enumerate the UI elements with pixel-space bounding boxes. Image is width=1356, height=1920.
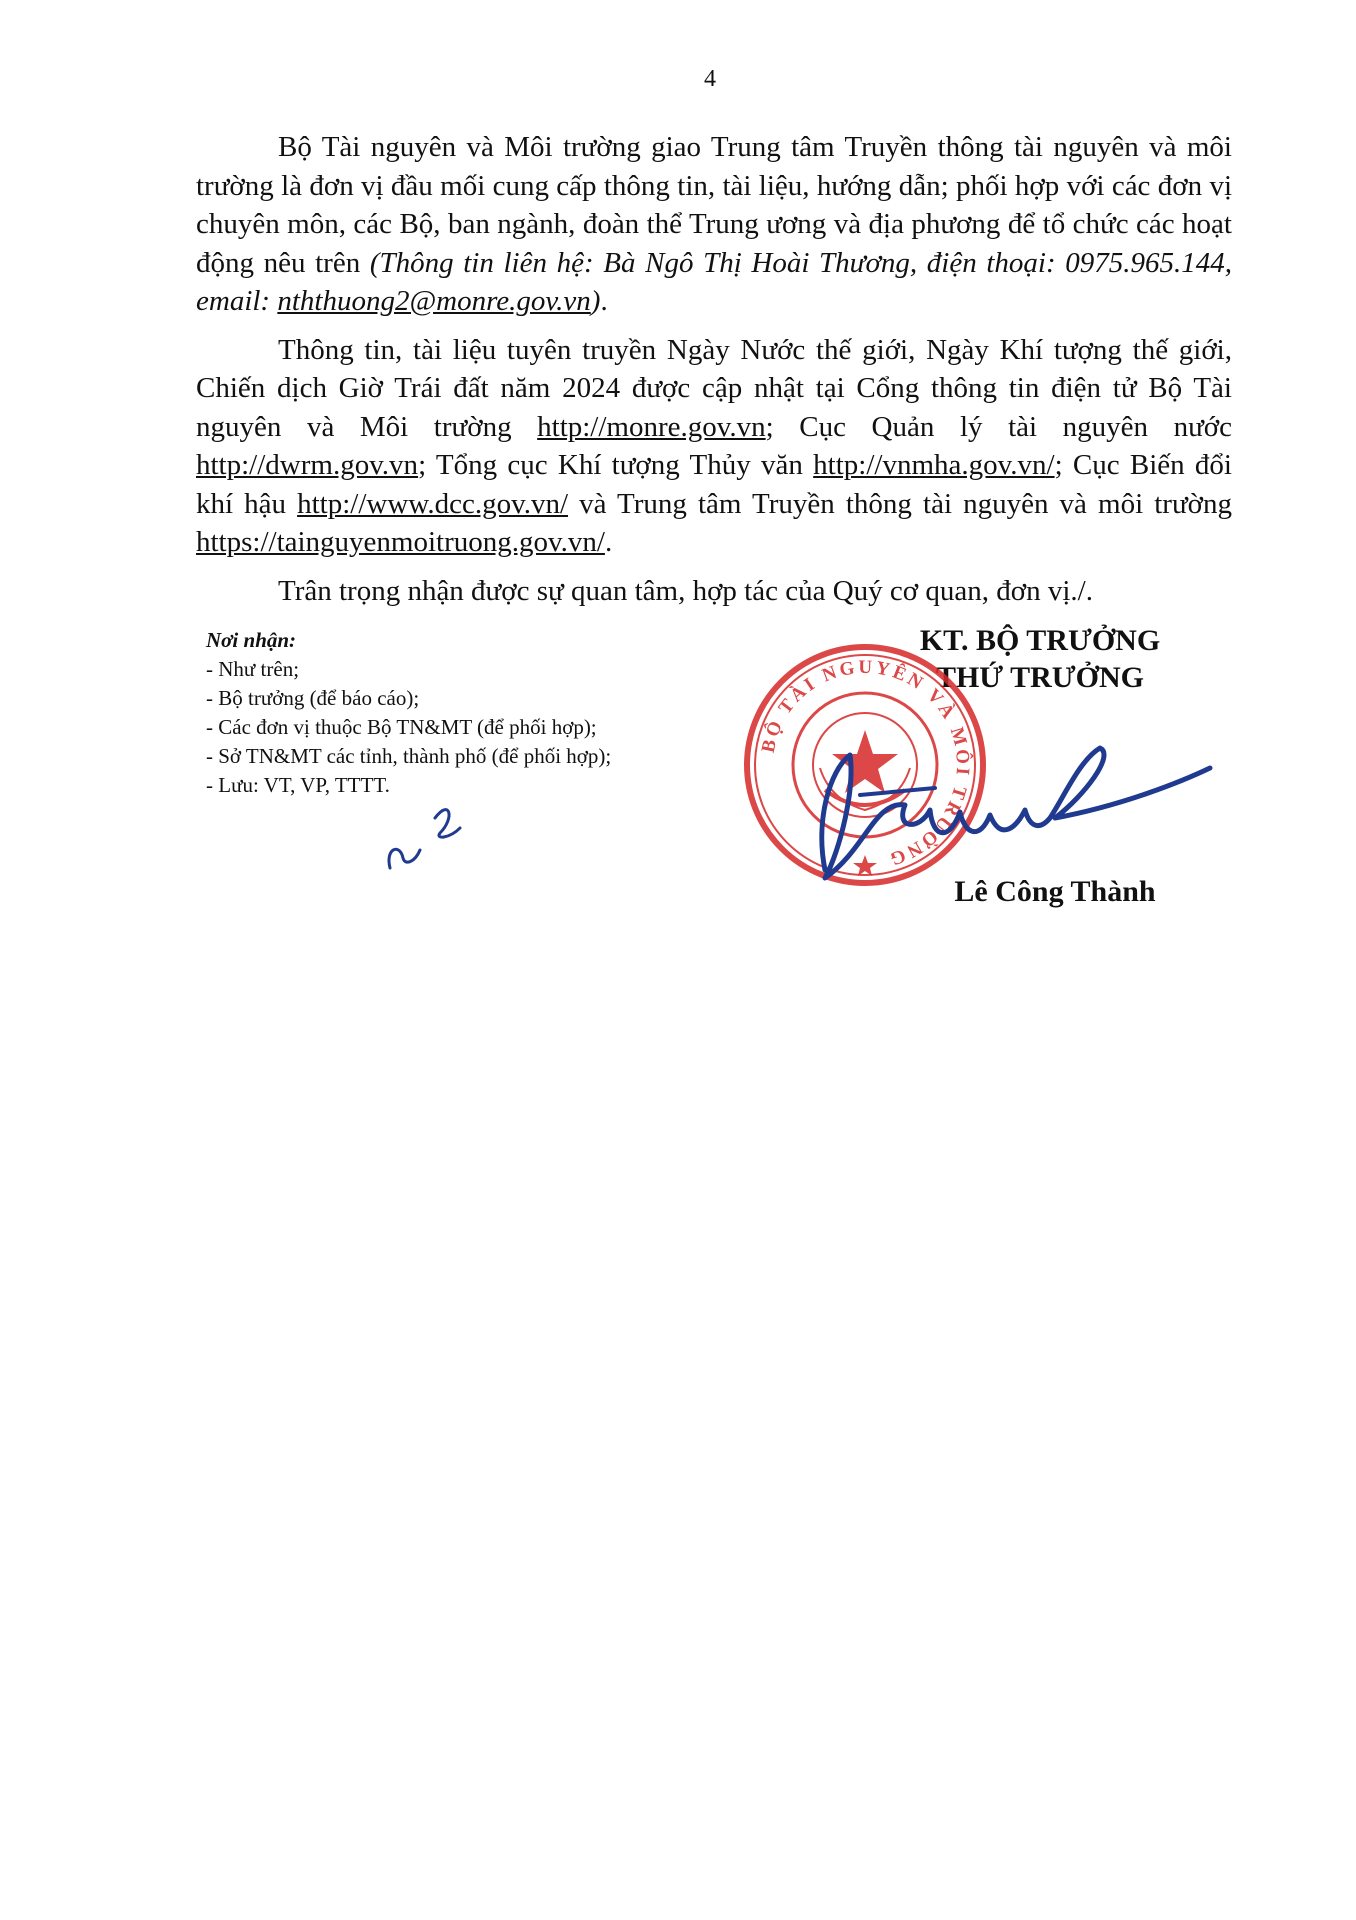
recipients-heading: Nơi nhận: [206,628,297,652]
paragraph-text: ; Tổng cục Khí tượng Thủy văn [418,449,814,481]
recipients-list [206,626,611,800]
vnmha-link[interactable]: http://vnmha.gov.vn/ [813,449,1055,481]
paragraph-end: . [600,285,608,317]
dcc-link[interactable]: http://www.dcc.gov.vn/ [297,487,569,520]
signatory-title-line1: KT. BỘ TRƯỞNG [919,624,1161,657]
paragraph-text: Thông tin, tài liệu tuyên truyền Ngày Nước thế giới, Ngày Khí tượng thế giới, Chiến dịch Giờ Trái đất năm 2024 được cập nhật tại Cổng thông tin điện tử Bộ Tài nguyên và Môi trường [196,333,1232,443]
paragraph-text: ; Cục Quản lý tài nguyên nước [765,410,1232,443]
contact-email-link[interactable]: nththuong2@monre.gov.vn [277,285,591,317]
letter-body [196,128,1232,620]
paragraph-links [196,331,1232,562]
recipient-item: - Lưu: VT, VP, TTTT. [206,773,390,797]
signatory-title-line2: THỨ TRƯỞNG [935,661,1145,694]
paragraph-text: Bộ Tài nguyên và Môi trường giao Trung tâm Truyền thông tài nguyên và môi trường là đơn vị đầu mối cung cấp thông tin, tài liệu, hướng dẫn; phối hợp với các đơn vị chuyên môn, các Bộ, ban ngành, đoàn thể Trung ương và địa phương để tổ chức các hoạt động nêu trên [196,131,1232,279]
recipient-item: - Các đơn vị thuộc Bộ TN&MT (để phối hợp); [206,715,597,739]
recipient-item: - Bộ trưởng (để báo cáo); [206,686,420,710]
monre-link[interactable]: http://monre.gov.vn [537,410,766,443]
page-number: 4 [704,66,716,92]
signatory-name: Lê Công Thành [954,875,1156,908]
paragraph-text: và Trung tâm Truyền thông tài nguyên và môi trường [568,487,1232,520]
paragraph-end: . [604,526,613,558]
tainguyenmoitruong-link[interactable]: https://tainguyenmoitruong.gov.vn/ [196,526,605,558]
paragraph-text: ; Cục Biến đổi khí hậu [196,449,1232,520]
initials-mark [375,788,485,878]
recipient-item: - Như trên; [206,657,300,681]
paragraph-closing: Trân trọng nhận được sự quan tâm, hợp tác của Quý cơ quan, đơn vị./. [278,574,1093,607]
recipient-item: - Sở TN&MT các tỉnh, thành phố (để phối hợp); [206,744,612,768]
paragraph-contact-info [196,128,1232,321]
dwrm-link[interactable]: http://dwrm.gov.vn [196,449,419,481]
contact-text: (Thông tin liên hệ: Bà Ngô Thị Hoài Thương, điện thoại: 0975.965.144, email: [196,246,1232,317]
contact-close: ) [590,285,601,317]
seal-text: BỘ TÀI NGUYÊN VÀ MÔI TRƯỜNG [757,656,974,871]
handwritten-signature [755,700,1215,900]
